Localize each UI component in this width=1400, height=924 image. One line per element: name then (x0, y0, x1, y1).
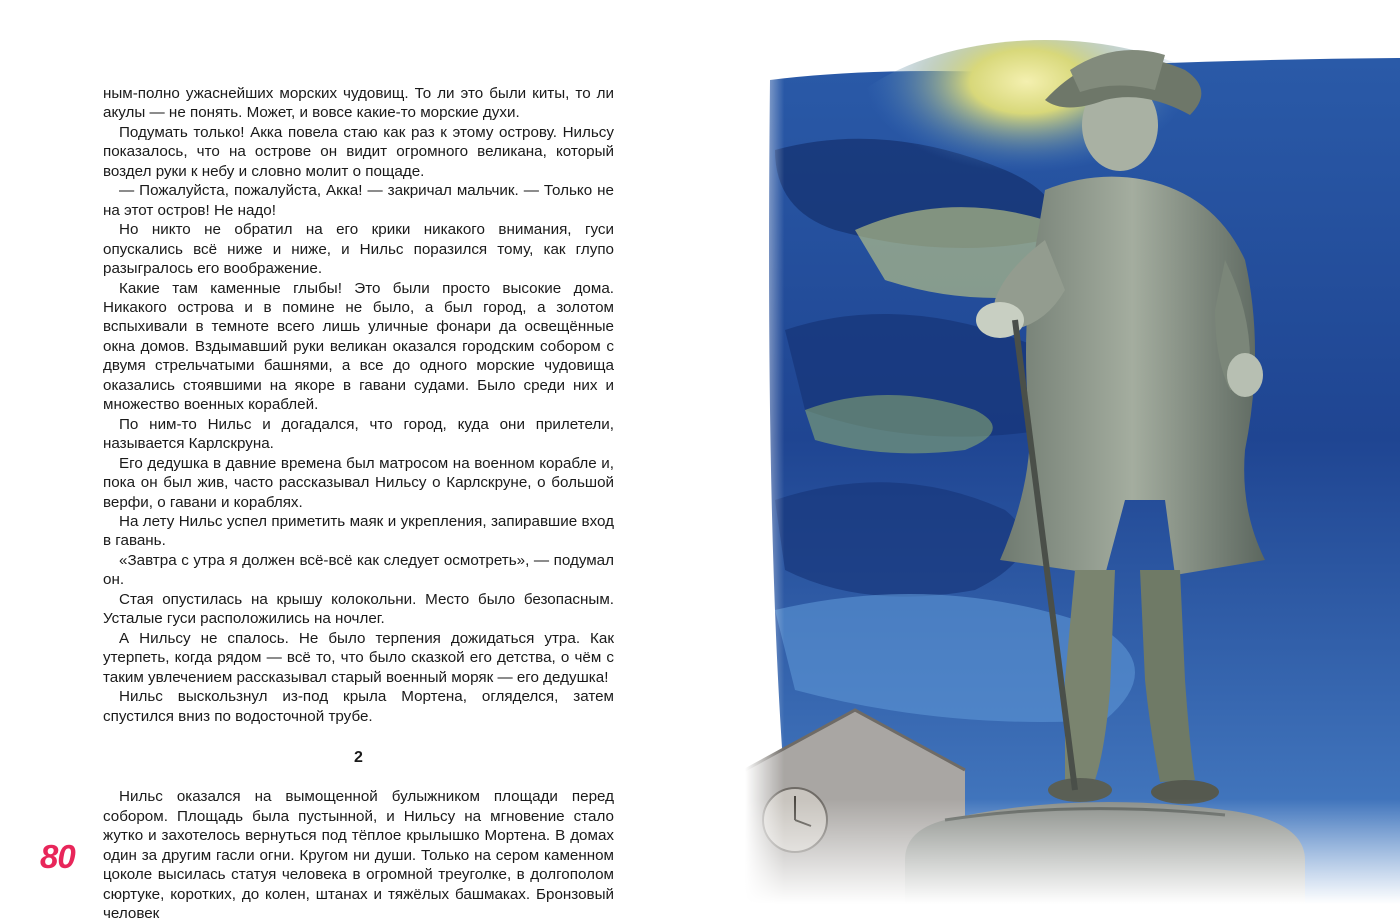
paragraph: Подумать только! Акка повела стаю как раз к этому острову. Нильсу показалось, что на острове он видит огромного великана, который воздел руки к небу и словно молит о пощаде. (103, 123, 614, 180)
paragraph: На лету Нильс успел приметить маяк и укрепления, запиравшие вход в гавань. (103, 512, 614, 550)
text-column (103, 84, 614, 924)
statue-illustration (745, 30, 1400, 904)
paragraph: ным-полно ужаснейших морских чудовищ. То ли это были киты, то ли акулы — не понять. Может, и вовсе какие-то морские духи. (103, 85, 614, 122)
paragraph: — Пожалуйста, пожалуйста, Акка! — закричал мальчик. — Только не на этот остров! Не надо! (103, 182, 614, 219)
paragraph: А Нильсу не спалось. Не было терпения дожидаться утра. Как утерпеть, когда рядом — всё то, что было сказкой его детства, о чём с таким увлечением рассказывал старый военный моряк — его дедушка! (103, 629, 614, 686)
chapter-number: 2 (354, 748, 363, 766)
page-number: 80 (40, 838, 75, 875)
paragraph: «Завтра с утра я должен всё-всё как следует осмотреть», — подумал он. (103, 551, 614, 589)
paragraph: Его дедушка в давние времена был матросом на военном корабле и, пока он был жив, часто рассказывал Нильсу о Карлскруне, о большой верфи, о гавани и кораблях. (103, 454, 614, 511)
paragraph: Стая опустилась на крышу колокольни. Место было безопасным. Усталые гуси расположились на ночлег. (103, 590, 614, 628)
paragraph: Нильс оказался на вымощенной булыжником площади перед собором. Площадь была пустынной, и Нильсу на мгновение стало жутко и захотелось вернуться под тёплое крылышко Мортена. В домах один за другим гасли огни. Кругом ни души. Только на сером каменном цоколе высилась статуя человека в огромной треуголке, в долгополом сюртуке, коротких, до колен, штанах и тяжёлых башмаках. Бронзовый человек (103, 788, 614, 923)
statue-painting (745, 30, 1400, 904)
paragraph: По ним-то Нильс и догадался, что город, куда они прилетели, называется Карлскруна. (103, 415, 614, 453)
paragraph: Но никто не обратил на его крики никакого внимания, гуси опускались всё ниже и ниже, и Нильс поразился тому, как глупо разыгралось его воображение. (103, 221, 614, 278)
paragraph: Нильс выскользнул из-под крыла Мортена, огляделся, затем спустился вниз по водосточной трубе. (103, 688, 614, 725)
paragraph: Какие там каменные глыбы! Это были просто высокие дома. Никакого острова и в помине не было, а был город, а золотом вспыхивали в темноте всего лишь уличные фонари да освещённые окна домов. Вздымавший руки великан оказался городским собором с двумя стрельчатыми башнями, а все до одного морские чудовища оказались стоявшими на якоре в гавани судами. Было среди них и множество военных кораблей. (103, 279, 614, 414)
